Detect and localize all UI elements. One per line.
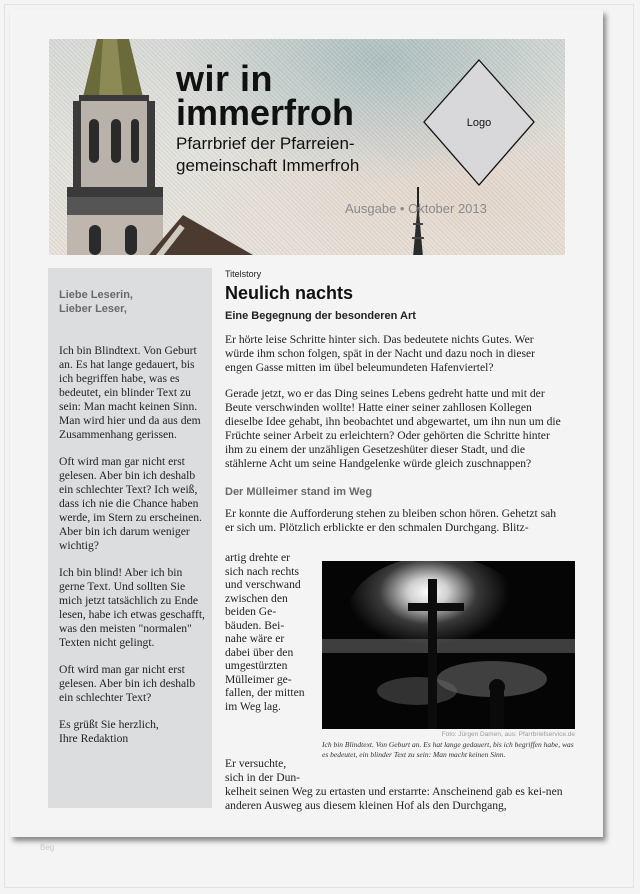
- main-article: [225, 269, 575, 812]
- newsletter-title: wir in: [176, 58, 274, 99]
- section-heading: Der Mülleimer stand im Weg: [225, 486, 373, 498]
- photo-credit: Foto: Jürgen Damen, aus: Pfarrbriefservice.de: [441, 731, 575, 738]
- header-banner: [49, 39, 565, 255]
- article-wrap-text: artig drehte er sich nach rechts und verschwand zwischen den beiden Ge-bäuden. Bei-nahe wäre er dabei über den umgestürzten Mülleimer ge-fallen, der mitten im Weg lag.: [225, 551, 305, 713]
- article-body: [225, 333, 565, 471]
- article-continuation: Er versuchte, sich in der Dun-: [225, 757, 301, 784]
- newsletter-subtitle: [176, 133, 359, 177]
- article-paragraph: Gerade jetzt, wo er das Ding seines Lebens gedreht hatte und mit der Beute verschwinden wollte! Hatte einer seiner zahllosen Kollegen dieselbe Idee gehabt, ihn beobachtet und abgewartet, um ihn nun um die Früchte seiner Arbeit zu erleichtern? Oder gehörten die Schritte hinter ihm zu einem der unzähligen Gesetzeshüter dieser Stadt, und die stählerne Acht um seine Handgelenke würde gleich zuschnappen?: [225, 387, 561, 470]
- newsletter-page: [10, 10, 603, 837]
- greeting-line2: Lieber Leser,: [59, 303, 127, 315]
- photo-caption: Ich bin Blindtext. Von Geburt an. Es hat lange gedauert, bis ich begriffen habe, was es bedeutet, ein blinder Text zu sein: Man macht keinen Sinn.: [322, 740, 574, 759]
- newsletter-title-line2: immerfroh: [176, 92, 355, 133]
- sidebar-paragraph: Oft wird man gar nicht erst gelesen. Aber bin ich deshalb ein schlechter Text?: [59, 663, 196, 704]
- watermark: Beg: [40, 843, 55, 852]
- editorial-sidebar: [48, 268, 212, 808]
- closing-line1: Es grüßt Sie herzlich,: [59, 718, 159, 731]
- article-paragraph: Er hörte leise Schritte hinter sich. Das bedeutete nichts Gutes. Wer würde ihm schon folgen, spät in der Nacht und dazu noch in dieser engen Gasse mitten im übel beleumundeten Hafenviertel?: [225, 333, 536, 374]
- sidebar-closing: [59, 718, 209, 746]
- subtitle-line1: Pfarrbrief der Pfarreien-: [176, 134, 355, 153]
- logo-placeholder: [419, 55, 539, 195]
- sidebar-paragraph: Oft wird man gar nicht erst gelesen. Aber bin ich deshalb ein schlechter Text? Ich weiß, dass ich nie die Chance haben werde, im Stern zu erscheinen. Aber bin ich darum weniger wichtig?: [59, 455, 202, 552]
- sidebar-paragraph: Ich bin blind! Aber ich bin gerne Text. Und sollten Sie mich jetzt tatsächlich zu Ende lesen, habe ich etwas geschafft, was den meisten "normalen" Texten nicht gelingt.: [59, 566, 205, 649]
- article-subheadline: Eine Begegnung der besonderen Art: [225, 310, 416, 322]
- cross-silhouette-icon: [322, 561, 575, 729]
- sidebar-body: [59, 344, 209, 759]
- sidebar-paragraph: Ich bin Blindtext. Von Geburt an. Es hat lange gedauert, bis ich begriffen habe, was es bedeutet, ein blinder Text zu sein: Man macht keinen Sinn. Man wird hier und da aus dem Zusammenhang gerissen.: [59, 344, 201, 441]
- article-paragraph: Er konnte die Aufforderung stehen zu bleiben schon hören. Gehetzt sah er sich um. Plötzlich erblickte er den schmalen Durchgang. Blitz-: [225, 507, 557, 534]
- greeting-line1: Liebe Leserin,: [59, 289, 133, 301]
- article-continuation-full: kelheit seinen Weg zu ertasten und erstarrte: Anscheinend gab es kei-nen anderen Ausweg aus diesem kleinen Hof als den Durchgang,: [225, 785, 563, 812]
- church-spire-icon: [407, 187, 429, 255]
- article-photo: [322, 561, 575, 729]
- logo-label: Logo: [466, 117, 492, 129]
- closing-line2: Ihre Redaktion: [59, 732, 129, 745]
- issue-date: Ausgabe • Oktober 2013: [345, 201, 487, 216]
- article-headline: Neulich nachts: [225, 283, 354, 303]
- sidebar-greeting: [59, 288, 133, 316]
- subtitle-line2: gemeinschaft Immerfroh: [176, 156, 360, 175]
- article-body-2: [225, 507, 565, 535]
- article-kicker: Titelstory: [225, 269, 262, 279]
